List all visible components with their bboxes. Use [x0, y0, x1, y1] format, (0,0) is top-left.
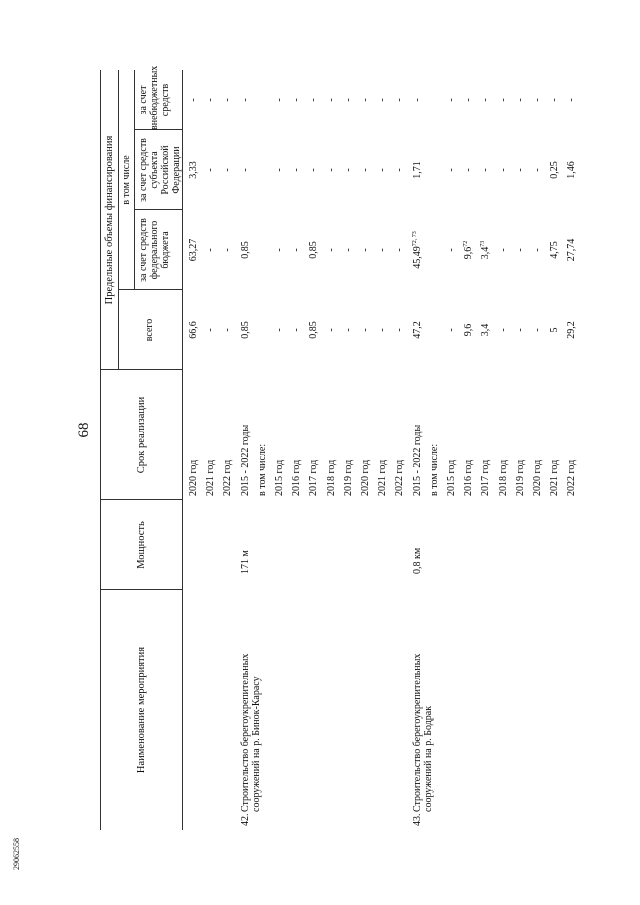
row-total: 5 — [549, 327, 561, 333]
row-period: 2019 год — [342, 459, 354, 496]
row-federal: - — [205, 248, 217, 252]
row-federal: - — [394, 248, 406, 252]
row-extra: - — [188, 98, 199, 102]
row-period: 2022 год — [566, 459, 578, 496]
footnote-marker: 72, 73 — [411, 231, 418, 247]
row-extra: - — [291, 98, 303, 102]
row-extra: - — [308, 98, 320, 102]
row-capacity: 171 м — [239, 550, 251, 574]
row-total: 0,85 — [308, 321, 320, 339]
row-extra: - — [325, 98, 337, 102]
row-total: - — [394, 328, 406, 332]
row-total: 0,85 — [239, 321, 251, 339]
row-period: 2022 год — [222, 459, 234, 496]
col-divider-total — [118, 289, 182, 290]
row-period: 2018 год — [497, 459, 509, 496]
row-regional: - — [342, 168, 354, 172]
row-total: 9,6 — [463, 323, 475, 337]
row-extra: - — [532, 98, 543, 102]
row-federal: 0,85 — [308, 241, 320, 259]
row-name: Строительство берегоукрепительных сооружений на р. Бинок-Карасу — [239, 653, 262, 812]
row-period: 2015 - 2022 годы — [239, 424, 251, 496]
row-total: 47,2 — [411, 321, 423, 339]
row-period: 2017 год — [308, 459, 320, 496]
row-federal: 45,49$^{72, 73}$ — [411, 231, 423, 269]
row-regional: - — [325, 168, 337, 172]
row-federal: 0,85 — [239, 241, 251, 259]
row-name: Строительство берегоукрепительных сооружений на р. Бодрак — [411, 653, 434, 812]
row-extra: - — [222, 98, 234, 102]
limits-header-rule — [118, 70, 119, 370]
row-regional: - — [291, 168, 303, 172]
row-period: 2022 год — [394, 459, 406, 496]
row-extra: - — [497, 98, 509, 102]
row-regional: - — [222, 168, 234, 172]
row-federal: 63,27 — [188, 238, 199, 262]
header-period: Срок реализации — [136, 396, 147, 474]
row-federal: $3,4^{73}$ — [480, 240, 492, 260]
row-period: 2021 год — [205, 459, 217, 496]
row-total: - — [205, 328, 217, 332]
header-capacity: Мощность — [136, 521, 147, 569]
rotated-table-page — [70, 65, 580, 830]
row-regional: - — [308, 168, 320, 172]
row-regional: - — [532, 168, 543, 172]
row-extra: - — [274, 98, 285, 102]
row-period: 2017 год — [480, 459, 492, 496]
header-limits: Предельные объемы финансирования — [104, 135, 115, 305]
row-total: - — [274, 328, 285, 332]
row-regional: - — [274, 168, 285, 172]
row-federal: - — [377, 248, 389, 252]
row-regional: - — [239, 168, 251, 172]
row-federal: - — [497, 248, 509, 252]
row-period: 2015 год — [446, 459, 457, 496]
row-number: 42. — [239, 813, 251, 826]
row-regional: 3,33 — [188, 161, 199, 179]
row-period: в том числе: — [256, 443, 268, 496]
row-period: 2021 год — [377, 459, 389, 496]
col-divider-federal — [134, 209, 182, 210]
row-extra: - — [549, 98, 561, 102]
footnote-marker: 73 — [480, 240, 487, 247]
row-extra: - — [411, 98, 423, 102]
row-regional: - — [377, 168, 389, 172]
page-number: 68 — [76, 422, 92, 438]
doc-code: 29062558 — [12, 838, 21, 870]
row-period: 2020 год — [360, 459, 371, 496]
row-regional: - — [480, 168, 492, 172]
incl-header-rule — [134, 70, 135, 290]
row-number: 43. — [411, 813, 423, 826]
row-extra: - — [514, 98, 526, 102]
header-bottom-rule — [182, 70, 183, 830]
row-total: - — [514, 328, 526, 332]
row-total: 66,6 — [188, 321, 199, 339]
row-capacity: 0,8 км — [411, 547, 423, 574]
row-regional: - — [497, 168, 509, 172]
row-federal: - — [360, 248, 371, 252]
row-total: - — [497, 328, 509, 332]
row-period: 2021 год — [549, 459, 561, 496]
row-period: 2020 год — [532, 459, 543, 496]
row-extra: - — [463, 98, 475, 102]
row-federal: - — [274, 248, 285, 252]
row-extra: - — [377, 98, 389, 102]
row-total: 29,2 — [566, 321, 578, 339]
row-total: - — [532, 328, 543, 332]
row-period: 2016 год — [291, 459, 303, 496]
row-regional: - — [394, 168, 406, 172]
row-regional: - — [463, 168, 475, 172]
row-period: 2015 год — [274, 459, 285, 496]
header-federal: за счет средств федерального бюджета — [138, 218, 171, 282]
row-period: 2019 год — [514, 459, 526, 496]
row-total: - — [325, 328, 337, 332]
row-extra: - — [239, 98, 251, 102]
row-period: в том числе: — [428, 443, 440, 496]
header-regional: за счет средств субъекта Российской Федерации — [138, 138, 182, 202]
header-name: Наименование мероприятия — [136, 646, 147, 774]
row-federal: 27,74 — [566, 238, 578, 262]
row-regional: - — [446, 168, 457, 172]
row-regional: - — [205, 168, 217, 172]
row-extra: - — [360, 98, 371, 102]
col-divider-name — [100, 589, 182, 590]
row-federal: $9,6^{72}$ — [463, 240, 475, 260]
row-regional: 1,46 — [566, 161, 578, 179]
row-federal: - — [222, 248, 234, 252]
row-federal: - — [446, 248, 457, 252]
header-incl: в том числе — [121, 155, 132, 205]
col-divider-capacity — [100, 499, 182, 500]
row-period: 2020 год — [188, 459, 199, 496]
row-federal: - — [291, 248, 303, 252]
table-top-border — [100, 70, 101, 830]
row-federal: - — [342, 248, 354, 252]
row-federal: 4,75 — [549, 241, 561, 259]
row-regional: 1,71 — [411, 161, 423, 179]
row-regional: - — [360, 168, 371, 172]
row-regional: 0,25 — [549, 161, 561, 179]
row-extra: - — [446, 98, 457, 102]
row-regional: - — [514, 168, 526, 172]
row-period: 2018 год — [325, 459, 337, 496]
header-extra: за счет внебюджетных средств — [138, 65, 171, 130]
row-total: - — [342, 328, 354, 332]
row-period: 2016 год — [463, 459, 475, 496]
row-total: 3,4 — [480, 323, 492, 337]
row-total: - — [360, 328, 371, 332]
row-extra: - — [394, 98, 406, 102]
row-extra: - — [342, 98, 354, 102]
row-extra: - — [480, 98, 492, 102]
row-federal: - — [532, 248, 543, 252]
footnote-marker: 72 — [463, 240, 470, 247]
row-federal: - — [325, 248, 337, 252]
row-extra: - — [205, 98, 217, 102]
col-divider-period — [100, 369, 182, 370]
row-total: - — [377, 328, 389, 332]
row-total: - — [446, 328, 457, 332]
header-total: всего — [144, 318, 155, 342]
row-federal: - — [514, 248, 526, 252]
row-total: - — [222, 328, 234, 332]
row-extra: - — [566, 98, 578, 102]
row-total: - — [291, 328, 303, 332]
row-period: 2015 - 2022 годы — [411, 424, 423, 496]
